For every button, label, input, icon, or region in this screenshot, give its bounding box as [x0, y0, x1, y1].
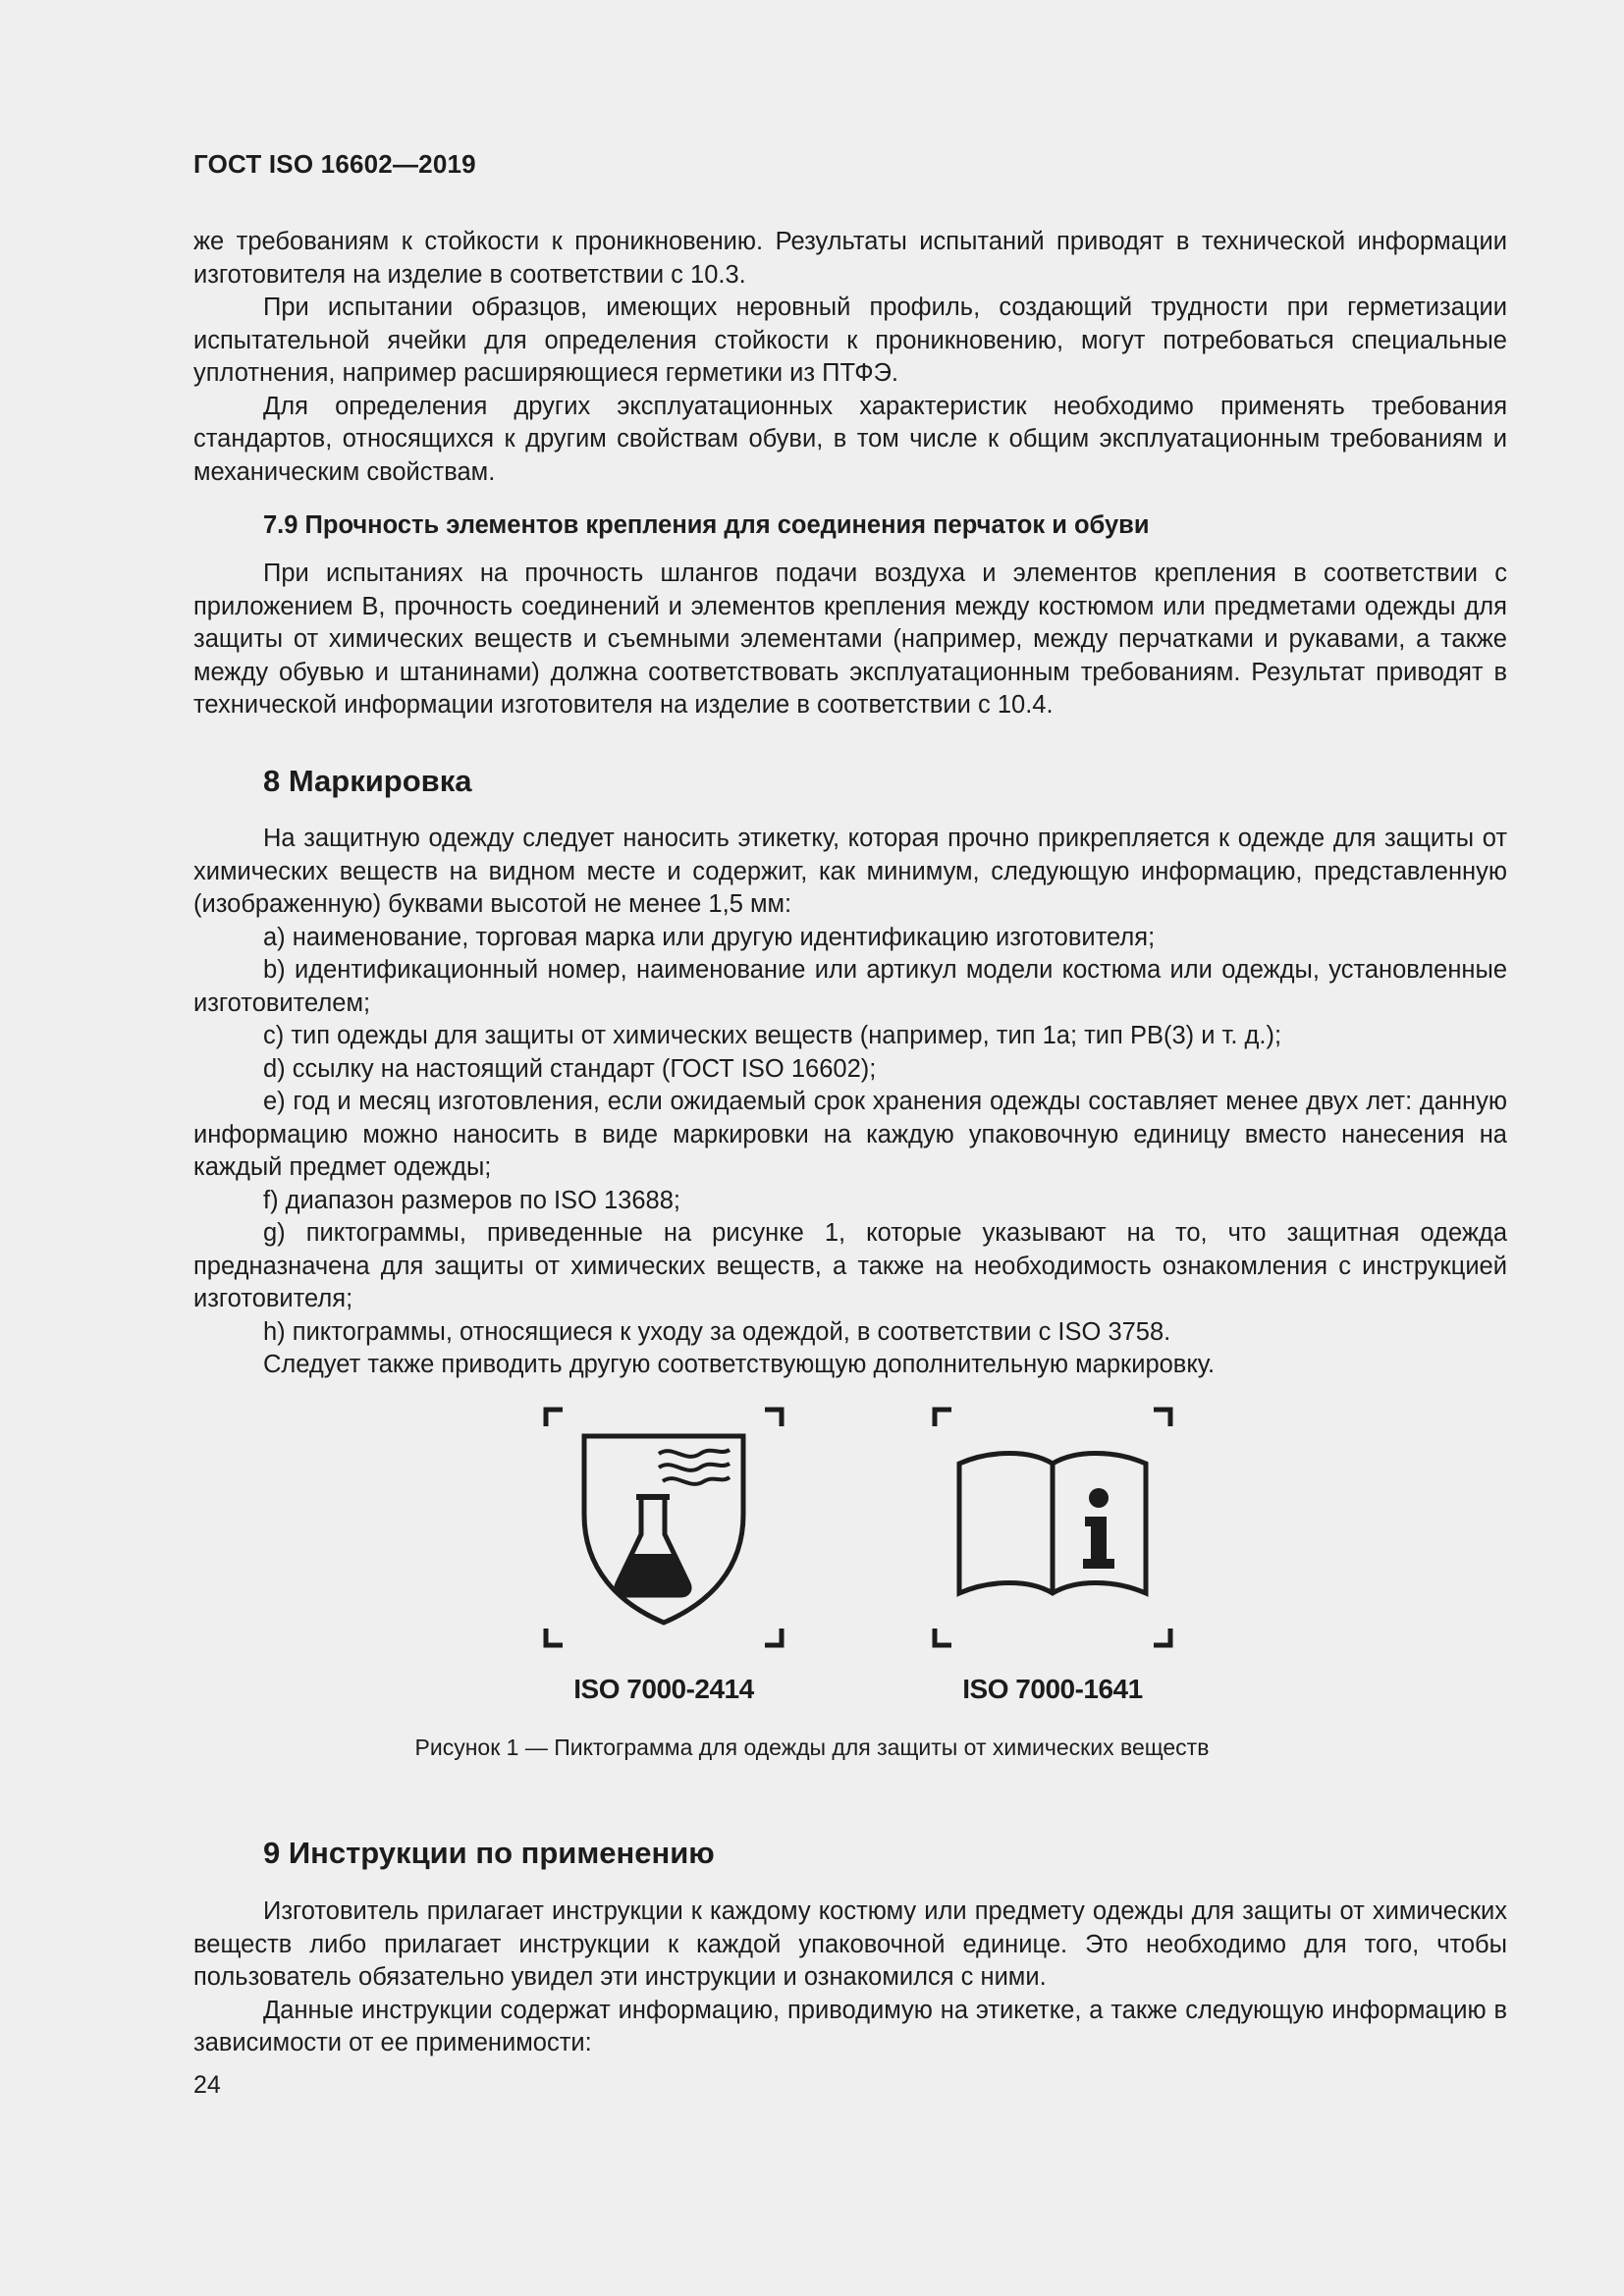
section-8-text	[193, 823, 1507, 1382]
paragraph: При испытании образцов, имеющих неровный профиль, создающий трудности при герметизации испытательной ячейки для определения стойкости к проникновению, могут потребоваться специальные уплотнения, например расширяющиеся герметики из ПТФЭ.	[193, 294, 1507, 387]
figure-1	[530, 1407, 1218, 1721]
subsection-7-9-title: 7.9 Прочность элементов крепления для соединения перчаток и обуви	[263, 511, 1150, 539]
document-header: ГОСТ ISO 16602—2019	[193, 149, 476, 179]
list-item: c) тип одежды для защиты от химических веществ (например, тип 1а; тип PB(3) и т. д.);	[263, 1022, 1282, 1049]
intro-text-block	[193, 226, 1507, 489]
list-item: f) диапазон размеров по ISO 13688;	[263, 1186, 680, 1214]
paragraph: Изготовитель прилагает инструкции к каждому костюму или предмету одежды для защиты от химических веществ либо прилагает инструкции к каждой упаковочной единице. Это необходимо для того, чтобы пользователь обязательно увидел эти инструкции и ознакомился с ними.	[193, 1897, 1507, 1991]
list-item: d) ссылку на настоящий стандарт (ГОСТ ISO 16602);	[263, 1054, 877, 1083]
figure-caption: Рисунок 1 — Пиктограмма для одежды для защиты от химических веществ	[414, 1735, 1210, 1760]
list-item: g) пиктограммы, приведенные на рисунке 1, которые указывают на то, что защитная одежда предназначена для защиты от химических веществ, а также на необходимость ознакомления с инструкцией изготовителя;	[193, 1219, 1507, 1312]
paragraph: Для определения других эксплуатационных характеристик необходимо применять требования стандартов, относящихся к другим свойствам обуви, в том числе к общим эксплуатационным требованиям и механическим свойствам.	[193, 392, 1507, 486]
list-item: e) год и месяц изготовления, если ожидаемый срок хранения одежды составляет менее двух лет: данную информацию можно наносить в виде маркировки на каждую упаковочную единицу вместо нанесения на каждый предмет одежды;	[193, 1088, 1507, 1181]
paragraph: Следует также приводить другую соответствующую дополнительную маркировку.	[263, 1351, 1216, 1378]
paragraph: На защитную одежду следует наносить этикетку, которая прочно прикрепляется к одежде для защиты от химических веществ на видном месте и содержит, как минимум, следующую информацию, представленную (изображенную) буквами высотой не менее 1,5 мм:	[193, 825, 1507, 918]
section-9-text	[193, 1896, 1507, 2060]
paragraph: При испытаниях на прочность шлангов подачи воздуха и элементов крепления в соответствии с приложением В, прочность соединений и элементов крепления между костюмом или предметами одежды для защиты от химических веществ и съемными элементами (например, между перчатками и рукавами, а также между обувью и штанинами) должна соответствовать эксплуатационным требованиям. Результат приводят в технической информации изготовителя на изделие в соответствии с 10.4.	[193, 560, 1507, 719]
list-item: b) идентификационный номер, наименование или артикул модели костюма или одежды, установленные изготовителем;	[193, 956, 1507, 1017]
list-item: h) пиктограммы, относящиеся к уходу за одеждой, в соответствии с ISO 3758.	[263, 1317, 1171, 1346]
chemical-protection-shield-icon	[543, 1407, 785, 1648]
page-number: 24	[193, 2071, 221, 2099]
pictogram-code-left: ISO 7000-2414	[573, 1674, 754, 1704]
info-manual-icon	[932, 1407, 1173, 1648]
section-8-title: 8 Маркировка	[263, 764, 472, 798]
paragraph: Данные инструкции содержат информацию, приводимую на этикетке, а также следующую информацию в зависимости от ее применимости:	[193, 1996, 1507, 2056]
pictogram-code-right: ISO 7000-1641	[962, 1674, 1143, 1704]
paragraph: же требованиям к стойкости к проникновению. Результаты испытаний приводят в технической информации изготовителя на изделие в соответствии с 10.3.	[193, 228, 1507, 289]
list-item: а) наименование, торговая марка или другую идентификацию изготовителя;	[263, 923, 1156, 951]
section-9-title: 9 Инструкции по применению	[263, 1836, 715, 1870]
subsection-7-9-text	[193, 558, 1507, 722]
